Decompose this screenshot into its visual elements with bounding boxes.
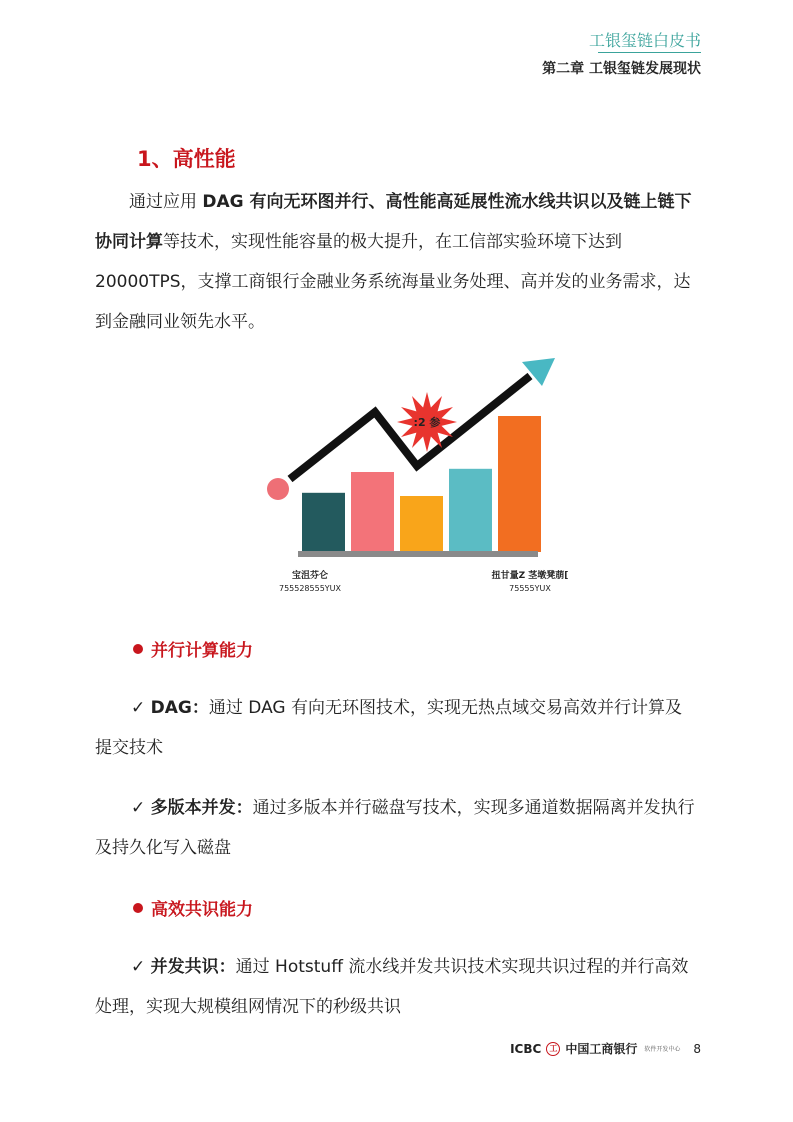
- section-paragraph: [95, 182, 695, 342]
- para-text-1: 通过应用: [129, 192, 203, 212]
- item-concurrent-consensus: ✓ 并发共识：通过 Hotstuff 流水线并发共识技术实现共识过程的并行高效处理，实现大规模组网情况下的秒级共识: [95, 957, 689, 1017]
- para-text-2: 等技术，实现性能容量的极大提升，在工信部实验环境下达到 20000TPS，支撑工商银行金融业务系统海量业务处理、高并发的业务需求，达到金融同业领先水平。: [95, 232, 691, 332]
- footer-dept: 软件开发中心: [644, 1046, 681, 1053]
- chart-right-label-1: 扭甘量Z 茎墩凳萠[: [491, 571, 569, 581]
- chart-bar-1: [302, 493, 345, 552]
- bullet-heading-consensus: 高效共识能力: [133, 895, 253, 920]
- footer-brand: ICBC: [510, 1041, 542, 1056]
- chart-left-label-2: 755528555YUX: [278, 584, 342, 593]
- para-bold-1: DAG 有向无环图并行、高性能高延展性流水线共识以及链上链下协同计算: [95, 192, 692, 252]
- chart-left-label-1: 宝沮芬仑: [291, 571, 329, 581]
- chart-bar-2: [351, 472, 394, 552]
- item-dag: ✓ DAG：通过 DAG 有向无环图技术，实现无热点域交易高效并行计算及提交技术: [95, 698, 682, 758]
- check-icon: ✓: [131, 698, 151, 718]
- trend-start-dot: [267, 478, 289, 500]
- chart-bar-5: [498, 416, 541, 552]
- footer-bank-name: 中国工商银行: [565, 1042, 638, 1056]
- section-title: 1、高性能: [137, 147, 236, 171]
- footer: [510, 1040, 701, 1057]
- header-divider: [598, 52, 701, 53]
- icbc-logo-icon: 工: [546, 1042, 560, 1056]
- bullet-heading-parallel: 并行计算能力: [133, 636, 253, 661]
- trend-line: [290, 376, 530, 479]
- item-multiversion: ✓ 多版本并发：通过多版本并行磁盘写技术，实现多通道数据隔离并发执行及持久化写入磁盘: [95, 798, 695, 858]
- bullet-dot-icon: [133, 903, 143, 913]
- chart-bar-4: [449, 469, 492, 552]
- page-number: 8: [693, 1041, 701, 1056]
- bullet-dot-icon: [133, 644, 143, 654]
- header-chapter: 第二章 工银玺链发展现状: [542, 61, 701, 77]
- check-icon: ✓: [131, 798, 151, 818]
- chart-right-label-2: 75555YUX: [509, 584, 551, 593]
- check-icon: ✓: [131, 957, 151, 977]
- burst-label: :2 参: [413, 416, 441, 429]
- chart-bar-3: [400, 496, 443, 552]
- header-doc-title: 工银玺链白皮书: [588, 31, 701, 50]
- performance-chart: [260, 350, 569, 600]
- chart-baseline: [298, 551, 538, 557]
